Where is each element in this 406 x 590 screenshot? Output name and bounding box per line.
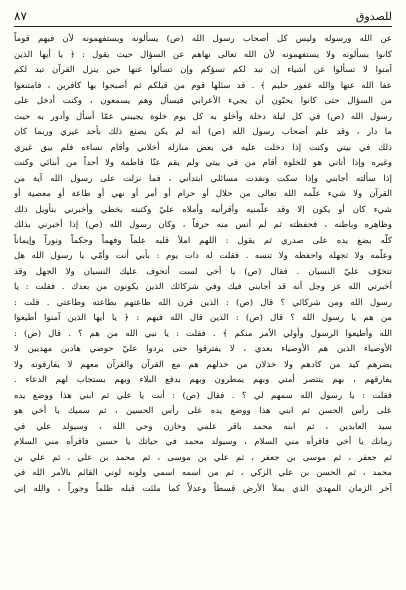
text-line: عفا الله عنها والله غفور حليم ﴾ . قد سئلها قوم من قبلكم ثم أصبحوا بها كافرين ، فامتنعوا <box>14 80 392 91</box>
text-line: إذا سألته أجابني وإذا سكت ونفدت مسائلي ابتدأني ، فما نزلت على رسول الله آية من <box>14 173 392 184</box>
text-line: القرآن ولا شيء علّمه الله تعالى من حلال أو حرام أو أمر أو نهي أو طاعة أو معصية أو <box>14 189 392 199</box>
text-line: الله وأطيعوا الرسول وأولي الأمر منكم ﴾ . فقلت : يا نبي الله من هم ؟ . قال (ص) : <box>14 328 392 339</box>
text-line: من هم يا رسول الله ؟ قال (ص) : الذين قال الله فيهم : ﴿ يا أيها الذين آمنوا أطيعوا <box>14 313 392 323</box>
text-line: سيد العابدين ، ثم ابنه محمد باقر علمي وخازن وحي الله ، وسيولد علي في <box>14 421 392 432</box>
text-line: ما دار ، وقد علم أصحاب رسول الله (ص) أنه لم يكن يصنع ذلك بأحد غيري وربما كان <box>14 127 392 137</box>
text-line: رسول الله ومن شركائي ؟ قال (ص) : الذين قرن الله طاعتهم بطاعته وطاعتي . قلت : <box>14 297 392 308</box>
page-header <box>14 6 392 27</box>
text-line: وعلّمه ولا تجهله واحفظه ولا تنسه . فقلت له ذات يوم : بأبي أنت وأمّي يا رسول الله هل <box>14 251 392 261</box>
text-line: تتخوّف عليّ النسيان . فقال (ص) يا أخي لست أتخوف عليك النسيان ولا الجهل وقد <box>14 266 392 277</box>
text-line: آخر الزمان المهدي الذي يملأ الأرض قسطاً وعدلاً كما ملئت قبله ظلماً وجوراً ، والله إني <box>14 483 392 494</box>
text-line: زمانك يا أخي فاقرأه مني السلام ، وسيولد محمد في حياتك يا حسين فاقرأه مني السلام <box>14 437 392 447</box>
text-line: رسول الله (ص) في كل ليلة دخلة وأخلو به كل يوم خلوة يجيبني عمّا أسأل وأدور به حيث <box>14 111 392 122</box>
text-line: شيء كان أو يكون إلا وقد علّمنيه وأقرأنيه وأملاه عليّ وكتبته بخطي وأخبرني بتأويل ذلك <box>14 204 392 215</box>
text-line: كانوا يسألونه ولا يستفهمونه لأن الله تعالى نهاهم عن السؤال حيث يقول : ﴿ يا أيها الذين <box>14 49 392 60</box>
text-line: آمنوا لا تسألوا عن أشياء إن تبد لكم تسؤكم وإن تسألوا عنها حين ينزل القرآن تبد لكم <box>14 65 392 75</box>
text-line: ثم جعفر ، ثم موسى بن جعفر ، ثم علي بن موسى ، ثم محمد بن علي ، ثم علي بن <box>14 452 392 463</box>
text-line: يفارقهم ، بهم ينتصر أمتي وبهم يمطرون وبهم يدفع البلاء وبهم يستجاب لهم الدعاء . <box>14 375 392 385</box>
text-line: وظاهره وباطنه ، فحفظته ثم لم أنس منه حرفاً ، وكان رسول الله (ص) إذا أخبرني بذلك <box>14 220 392 230</box>
text-line: أخبرني الله عز وجل أنه قد أجابني فيك وفي شركائك الذين يكونون من بعدك . فقلت : يا <box>14 282 392 292</box>
text-line: فقلت : يا رسول الله سمهم لي ؟ . فقال (ص) : أنت يا علي ثم ابني هذا ووضع يده <box>14 390 392 401</box>
text-line: محمد ، ثم الحسن بن علي الزكي ، ثم من اسمه اسمي ولونه لوني القائم بالأمر الله في <box>14 468 392 478</box>
text-line: وغيره وإذا أتاني هو للخلوة أقام من في بيتي ولم يقم عنّا فاطمة ولا أحداً من أبنائي وكنت <box>14 158 392 168</box>
text-line: الأوصياء الذين هم الأوصياء بعدي ، لا يفترقوا حتى يردوا عليّ حوضي هادين مهديين لا <box>14 344 392 354</box>
text-line: عن الله ورسوله وليس كل أصحاب رسول الله (ص) يسألونه ويستفهمونه لأن فيهم قوماً <box>14 34 392 44</box>
text-line: على رأس الحسن ثم ابني هذا ووضع يده على رأس الحسين ، ثم سميك يا أخي هو <box>14 406 392 416</box>
body-text <box>14 32 392 497</box>
running-title: للصدوق <box>355 9 392 23</box>
text-line: كلّه يضع يده على صدري ثم يقول : اللهم املأ قلبه علماً وفهماً وحكماً ونوراً وإيماناً <box>14 235 392 246</box>
text-line: ذلك في بيتي وكنت إذا دخلت عليه في بعض منازله أخلاني وأقام نساءه فلم يبق غيري <box>14 142 392 153</box>
text-line: من السؤال حتى كانوا يحبّون أن يجيء الأعرابي فيسأل وهم يسمعون ، وكنت أدخل على <box>14 96 392 106</box>
page-number: ٨٧ <box>14 9 27 23</box>
text-line: يضرهم كيد من كادهم ولا خذلان من خذلهم هم مع القرآن والقرآن معهم لا يفارقونه ولا <box>14 359 392 370</box>
